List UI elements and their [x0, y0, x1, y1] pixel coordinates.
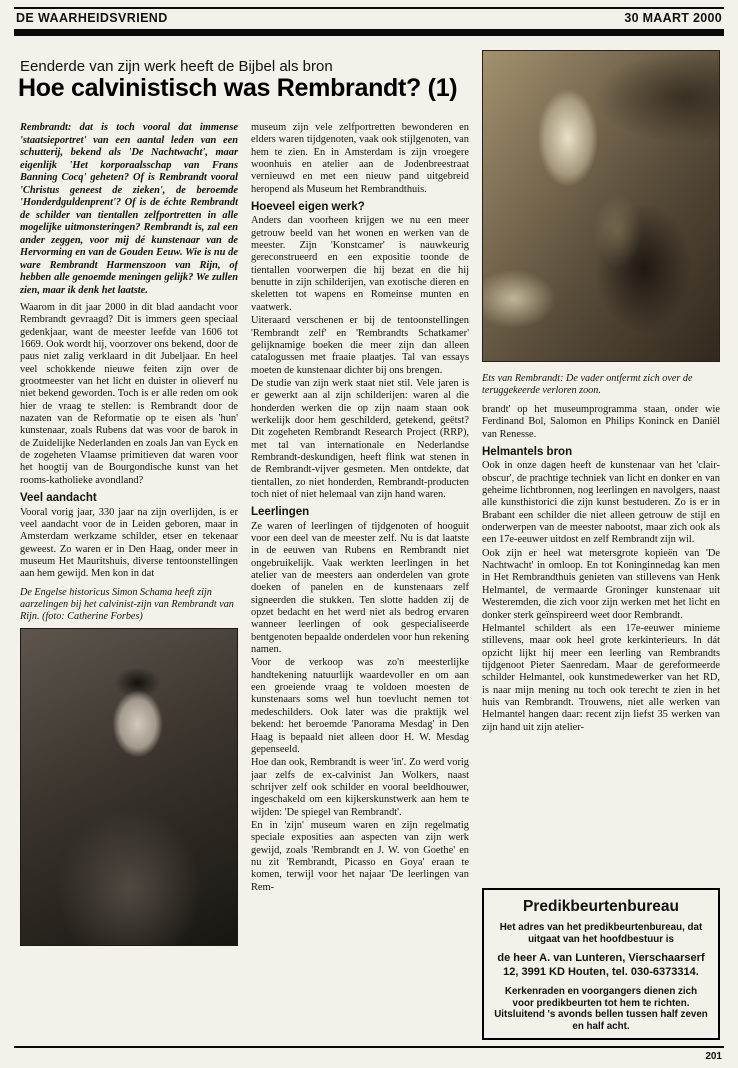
lead-paragraph: Rembrandt: dat is toch vooral dat immense 'staatsieportret' van een aantal leden van een schutterij, bekend als 'De Nachtwacht', maar eigenlijk 'Het korporaalsschap van Frans Banning Cocq' geheten? Of is Rembrandt vooral 'Christus geneest de zieken', de beroemde 'Honderdguldenprent'? Of is de échte Rembrandt de schilder van tientallen zelfportretten in alle mogelijke uitmonsteringen? Rembrandt is, zal een ander zeggen, voor mij dé kunstenaar van de Hervorming en van de Gouden Eeuw. Wie is nu de ware Rembrandt Harmenszoon van Rijn, of hebben alle genoemde meningen gelijk? We zullen zien, maar ik denk het laatste.	[20, 122, 238, 296]
paragraph-hoedanook: Hoe dan ook, Rembrandt is weer 'in'. Zo werd vorig jaar zelfs de ex-calvinist Jan Wolkers, naast schrijver zelf ook schilder en vooral beeldhouwer, ingeschakeld om een kijkerskunstwerk aan hem te wijden: 'De spiegel van Rembrandt'.	[251, 757, 469, 818]
column-1	[20, 122, 238, 1040]
photo-caption: De Engelse historicus Simon Schama heeft zijn aarzelingen bij het calvinist-zijn van Rembrandt van Rijn. (foto: Catherine Forbes)	[20, 586, 234, 622]
subhead-hoeveel-eigen-werk: Hoeveel eigen werk?	[251, 201, 365, 214]
rembrandt-etching-image	[482, 50, 720, 362]
ad-title: Predikbeurtenbureau	[523, 898, 679, 915]
etching-caption: Ets van Rembrandt: De vader ontfermt zich over de teruggekeerde verloren zoon.	[482, 373, 693, 396]
paragraph-exposities: En in 'zijn' museum waren en zijn regelmatig speciale exposities aan aspecten van zijn werk gewijd, zoals 'Rembrandt en J. W. von Goethe' en nu zit 'Rembrandt, Picasso en Goya' eraan te komen, terwijl voor het najaar 'De leerlingen van Rem-	[251, 819, 469, 893]
page-number: 201	[705, 1051, 722, 1062]
article-kicker: Eenderde van zijn werk heeft de Bijbel als bron	[20, 58, 333, 75]
paragraph-schildert: Helmantel schildert als een 17e-eeuwer minieme stillevens, maar ook heel grote kerkinterieurs. In dát opzicht lijkt hij meer een leerling van Rembrandts tijdgenoot Pieter Saenredam. Maar de gereformeerde schilder Helmantel, ook kunstmedewerker van het RD, is naar mijn mening nu toch ook terecht te zien in het huis van Rembrandt. Trouwens, niet alle werken van Helmantel hangen daar: recent zijn liefst 35 werken van zijn hand uit zijn atelier-	[482, 622, 720, 733]
footer-rule	[14, 1046, 724, 1048]
masthead-top-rule	[14, 7, 724, 9]
paragraph-zewaren: Ze waren of leerlingen of tijdgenoten of hooguit voor een deel van de meester zelf. Nu is dat laatste in de eeuwen van Rubens en Rembrandt niet ongebruikelijk. Vaak werkten leerlingen in het atelier van de meesters aan onderdelen van grote doeken of panelen en de kunstenaars zelf signeerden die stukken. Ten slotte hadden zij de opzet bedacht en het werd niet als bedrog ervaren wanneer leerlingen of ook gespecialiseerde bentgenoten bepaalde onderdelen voor hun rekening namen.	[251, 520, 469, 656]
ad-address: de heer A. van Lunteren, Vierschaarserf 12, 3991 KD Houten, tel. 030-6373314.	[497, 952, 705, 978]
paragraph-brandt: brandt' op het museumprogramma staan, onder wie Ferdinand Bol, Salomon en Philips Koninck en Daniël van Renesse.	[482, 404, 720, 440]
column-3	[482, 404, 720, 884]
paragraph-studie: De studie van zijn werk staat niet stil. Vele jaren is er gewerkt aan al zijn schilderijen: waren al die honderden werken die op zijn naam staan ook werkelijk door hem geschilderd, getekend, geëtst? Dit zogeheten Rembrandt Research Project (RRP), met tal van internationale en Nederlandse Rembrandt-deskundigen, heeft flink wat stenen in de Rembrandt-vijver gesmeten. Men ontdekte, dat tientallen, zo niet honderden, Rembrandt-producten toch niet of niet helemaal van zijn hand waren.	[251, 377, 469, 500]
predikbeurtenbureau-ad	[482, 888, 720, 1040]
paragraph-verkoop: Voor de verkoop was zo'n meesterlijke handtekening natuurlijk waardevoller en om aan een groeiende vraag te voldoen moesten de kunstenaars soms wel hun toevlucht nemen tot medeschilders. Ook later was die praktijk wel bekend: het beroemde 'Panorama Mesdag' in Den Haag is bepaald niet alleen door H. W. Mesdag gepenseeld.	[251, 657, 469, 755]
paragraph-waarom: Waarom in dit jaar 2000 in dit blad aandacht voor Rembrandt gevraagd? Dit is immers geen speciaal gedenkjaar, want de meester leefde van 1606 tot 1669. Ook wordt hij, voorzover ons bekend, door de paus niet zalig verklaard in dit Jubeljaar. En heel veel schokkende nieuwe feiten zijn over de grootmeester van het licht en duister in olieverf nu niet bekend geworden. Toch is er alle reden om ook hier de vraag te stellen: is Rembrandt door de nazaten van de Reformatie op te eisen als 'hun' kunstenaar, zoals Rubens dat was voor de barok in de Zuidelijke Nederlanden en zoals Jan van Eyck en de zogeheten Vlaamse primitieven dat waren voor het hoogtij van de Bourgondische kunst van het rooms-katholieke avondland?	[20, 302, 238, 486]
paragraph-museum: museum zijn vele zelfportretten bewonderen en elders waren tijdgenoten, vaak ook stijlgenoten, van hem te zien. En in Amsterdam is zijn vroegere woonhuis en atelier aan de Jodenbreestraat vernieuwd en met een nieuw pand uitgebreid heropend als Museum het Rembrandthuis.	[251, 122, 469, 195]
subhead-helmantels-bron: Helmantels bron	[482, 446, 573, 459]
subhead-veel-aandacht: Veel aandacht	[20, 492, 97, 505]
paper-name: DE WAARHEIDSVRIEND	[16, 11, 168, 25]
paragraph-clairobscur: Ook in onze dagen heeft de kunstenaar van het 'clair-obscur', de prachtige techniek van licht en donker en van geheime lichtbronnen, nog leerlingen en navolgers, naast alle kunsthistorici die zijn kunst bestuderen. Zo is er in Brabant een schilder die niet alleen getrouw de stijl en onderwerpen van de meester nabootst, maar zich ook als een 17e-eeuwer uitdost en zelf Rembrandt zijn wil.	[482, 460, 720, 546]
subhead-leerlingen: Leerlingen	[251, 506, 310, 519]
paragraph-kopieen: Ook zijn er heel wat metersgrote kopieën van 'De Nachtwacht' in omloop. En tot Koninginnedag kan men in Het Rembrandthuis genieten van stillevens van Henk Helmantel, de vermaarde Groninger kunstenaar uit Westeremden, die zich voor zijn werken met het licht en donker sterk geïnspireerd weet door Rembrandt.	[482, 547, 720, 621]
paragraph-uiteraard: Uiteraard verschenen er bij de tentoonstellingen 'Rembrandt zelf' en 'Rembrandts Schatkamer' gelijknamige boeken die meer zijn dan alleen catalogussen met fraaie plaatjes. Tal van essays moeten de kunstenaar dichter bij ons brengen.	[251, 315, 469, 376]
ad-intro: Het adres van het predikbeurtenbureau, dat uitgaat van het hoofdbestuur is	[499, 922, 703, 945]
article-headline: Hoe calvinistisch was Rembrandt? (1)	[18, 74, 458, 102]
ad-note: Kerkenraden en voorgangers dienen zich voor predikbeurten tot hem te richten. Uitsluitend 's avonds bellen tussen half zeven en half acht.	[494, 986, 708, 1032]
issue-date: 30 MAART 2000	[624, 11, 722, 25]
paragraph-anders: Anders dan voorheen krijgen we nu een meer getrouw beeld van het wonen en werken van de meester. Zijn 'Konstcamer' is nauwkeurig gereconstrueerd en een expositie toonde de tientallen voorwerpen die hij bezat en die hij benutte in zijn schilderijen, van exotische dieren en skeletten tot wapens en Romeinse munten en vaatwerk.	[251, 215, 469, 313]
masthead-bar	[14, 29, 724, 36]
column-2	[251, 122, 469, 1040]
simon-schama-photo	[20, 628, 238, 946]
paragraph-vooral: Vooral vorig jaar, 330 jaar na zijn overlijden, is er veel aandacht voor de in Leiden geboren, maar in Amsterdam werkzame schilder, etser en tekenaar geweest. Zo waren er in Den Haag, onder meer in museum Het Mauritshuis, diverse tentoonstellingen aan hem gewijd. Men kon in dat	[20, 506, 238, 580]
